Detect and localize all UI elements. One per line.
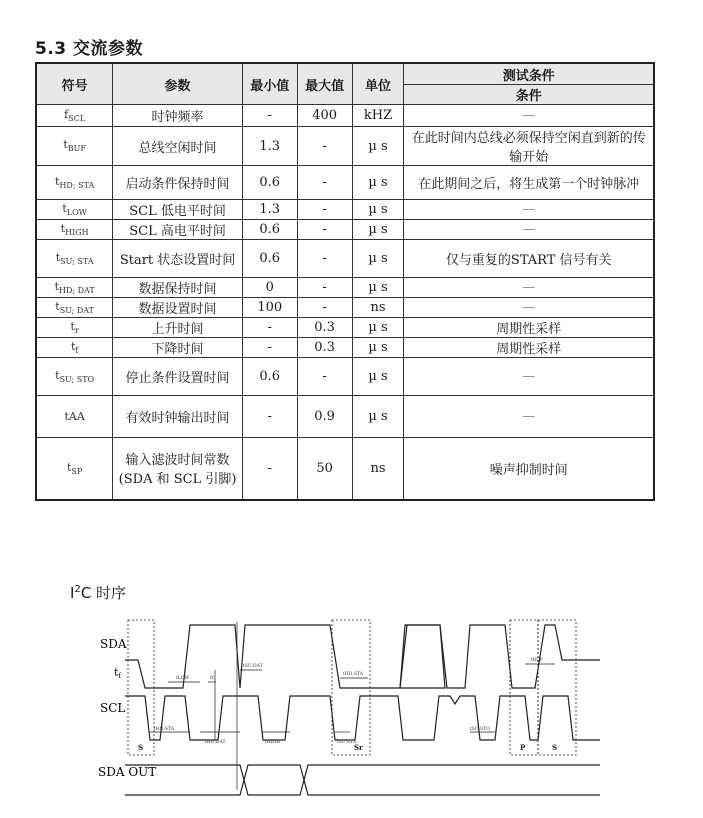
scl-label: SCL [100, 701, 126, 715]
cell-unit: µ s [352, 278, 404, 298]
table-row [36, 298, 654, 318]
cell-condition: — [404, 396, 654, 438]
cell-min: - [242, 438, 297, 500]
cell-param: 数据保持时间 [113, 278, 243, 298]
cell-min: 0.6 [242, 240, 297, 278]
cell-symbol: $t_{SU; DAT}$ [36, 298, 113, 318]
cell-max: 400 [297, 105, 352, 127]
cell-param: 有效时钟输出时间 [113, 396, 243, 438]
header-min: 最小值 [242, 63, 297, 105]
cell-max: - [297, 166, 352, 200]
cell-unit: µ s [352, 200, 404, 220]
header-condition: 条件 [404, 85, 654, 105]
table-row [36, 220, 654, 240]
cell-min: - [242, 396, 297, 438]
cell-unit: µ s [352, 240, 404, 278]
cell-unit: ns [352, 438, 404, 500]
cell-condition: 在此期间之后，将生成第一个时钟脉冲 [404, 166, 654, 200]
sda-label: SDA [100, 637, 127, 651]
cell-param: 数据设置时间 [113, 298, 243, 318]
cell-min: - [242, 105, 297, 127]
thdsta2-label: tHD;STA [343, 672, 363, 677]
cell-max: - [297, 200, 352, 220]
cell-min: 1.3 [242, 200, 297, 220]
sda-out-waveform [125, 765, 600, 795]
cell-param: 上升时间 [113, 318, 243, 338]
cell-min: 0.6 [242, 220, 297, 240]
sda-waveform-2 [400, 625, 600, 688]
table-row [36, 240, 654, 278]
cell-max: 0.3 [297, 338, 352, 358]
cell-symbol: $t_{HD; STA}$ [36, 166, 113, 200]
cell-unit: µ s [352, 166, 404, 200]
table-row [36, 166, 654, 200]
thigh-label: tHIGH [265, 740, 281, 745]
table-row [36, 105, 654, 127]
header-param: 参数 [113, 63, 243, 105]
cell-min: - [242, 338, 297, 358]
tsusta-label: tSU;STA [337, 740, 357, 745]
start2-marker: S [552, 743, 558, 752]
cell-symbol: $f_{SCL}$ [36, 105, 113, 127]
cell-param: 停止条件设置时间 [113, 358, 243, 396]
cell-min: 0.6 [242, 166, 297, 200]
table-row [36, 358, 654, 396]
cell-unit: µ s [352, 396, 404, 438]
cell-param: Start 状态设置时间 [113, 240, 243, 278]
ac-parameter-table [35, 62, 655, 501]
cell-param: 启动条件保持时间 [113, 166, 243, 200]
cell-unit: µ s [352, 358, 404, 396]
tr-label: tr [210, 676, 214, 681]
thdsta-label: tHD;STA [154, 727, 174, 732]
repeated-start-marker: Sr [354, 743, 363, 752]
cell-max: - [297, 298, 352, 318]
start2-box [538, 620, 576, 755]
cell-symbol: $t_f$ [36, 338, 113, 358]
cell-max: 0.9 [297, 396, 352, 438]
cell-condition: 噪声抑制时间 [404, 438, 654, 500]
cell-max: 50 [297, 438, 352, 500]
table-row [36, 318, 654, 338]
table-row [36, 278, 654, 298]
cell-param: 下降时间 [113, 338, 243, 358]
cell-max: - [297, 240, 352, 278]
cell-symbol: $t_{HD; DAT}$ [36, 278, 113, 298]
i2c-timing-diagram [0, 600, 703, 818]
sda-out-label: SDA OUT [98, 765, 157, 779]
cell-symbol: $t_{SU; STA}$ [36, 240, 113, 278]
header-unit: 单位 [352, 63, 404, 105]
cell-min: 1.3 [242, 127, 297, 166]
cell-max: - [297, 127, 352, 166]
cell-symbol: $t_{SU; STO}$ [36, 358, 113, 396]
cell-unit: µ s [352, 338, 404, 358]
cell-max: - [297, 220, 352, 240]
table-row [36, 438, 654, 500]
cell-condition: 在此时间内总线必须保持空闲直到新的传输开始 [404, 127, 654, 166]
cell-symbol: $t_{HIGH}$ [36, 220, 113, 240]
cell-condition: — [404, 278, 654, 298]
cell-condition: — [404, 358, 654, 396]
cell-condition: 周期性采样 [404, 318, 654, 338]
cell-param: 输入滤波时间常数 (SDA 和 SCL 引脚) [113, 438, 243, 500]
cell-unit: µ s [352, 220, 404, 240]
cell-condition: — [404, 298, 654, 318]
cell-condition: — [404, 105, 654, 127]
cell-param: 总线空闲时间 [113, 127, 243, 166]
cell-symbol: tAA [36, 396, 113, 438]
tf-label: tf [114, 666, 122, 680]
cell-condition: — [404, 200, 654, 220]
cell-unit: kHZ [352, 105, 404, 127]
ac-table-body [36, 105, 654, 500]
cell-condition: — [404, 220, 654, 240]
header-test-condition: 测试条件 [404, 63, 654, 85]
header-symbol: 符号 [36, 63, 113, 105]
cell-min: - [242, 318, 297, 338]
cell-unit: ns [352, 298, 404, 318]
header-max: 最大值 [297, 63, 352, 105]
cell-min: 100 [242, 298, 297, 318]
scl-waveform [125, 696, 600, 740]
cell-symbol: $t_{LOW}$ [36, 200, 113, 220]
tsudat-label: tSU;DAT [243, 664, 263, 669]
cell-param: 时钟频率 [113, 105, 243, 127]
section-title: 5.3 交流参数 [35, 39, 144, 59]
start-marker: S [138, 743, 144, 752]
tbuf-label: tBUF [531, 658, 544, 663]
cell-max: - [297, 358, 352, 396]
cell-condition: 周期性采样 [404, 338, 654, 358]
cell-param: SCL 低电平时间 [113, 200, 243, 220]
cell-max: - [297, 278, 352, 298]
table-row [36, 200, 654, 220]
cell-unit: µ s [352, 318, 404, 338]
table-row [36, 396, 654, 438]
cell-symbol: $t_{BUF}$ [36, 127, 113, 166]
cell-min: 0.6 [242, 358, 297, 396]
table-row [36, 127, 654, 166]
sda-waveform [125, 625, 445, 688]
thddat-label: tHD;DAT [205, 740, 226, 745]
table-row [36, 338, 654, 358]
tlow-label: tLOW [176, 676, 190, 681]
tsusto-label: tSU;STO [470, 727, 490, 732]
cell-symbol: $t_r$ [36, 318, 113, 338]
cell-param: SCL 高电平时间 [113, 220, 243, 240]
cell-max: 0.3 [297, 318, 352, 338]
stop-marker: P [520, 743, 526, 752]
cell-symbol: $t_{SP}$ [36, 438, 113, 500]
timing-title: $I^2C$ 时序 [70, 584, 127, 602]
cell-min: 0 [242, 278, 297, 298]
cell-condition: 仅与重复的START 信号有关 [404, 240, 654, 278]
cell-unit: µ s [352, 127, 404, 166]
